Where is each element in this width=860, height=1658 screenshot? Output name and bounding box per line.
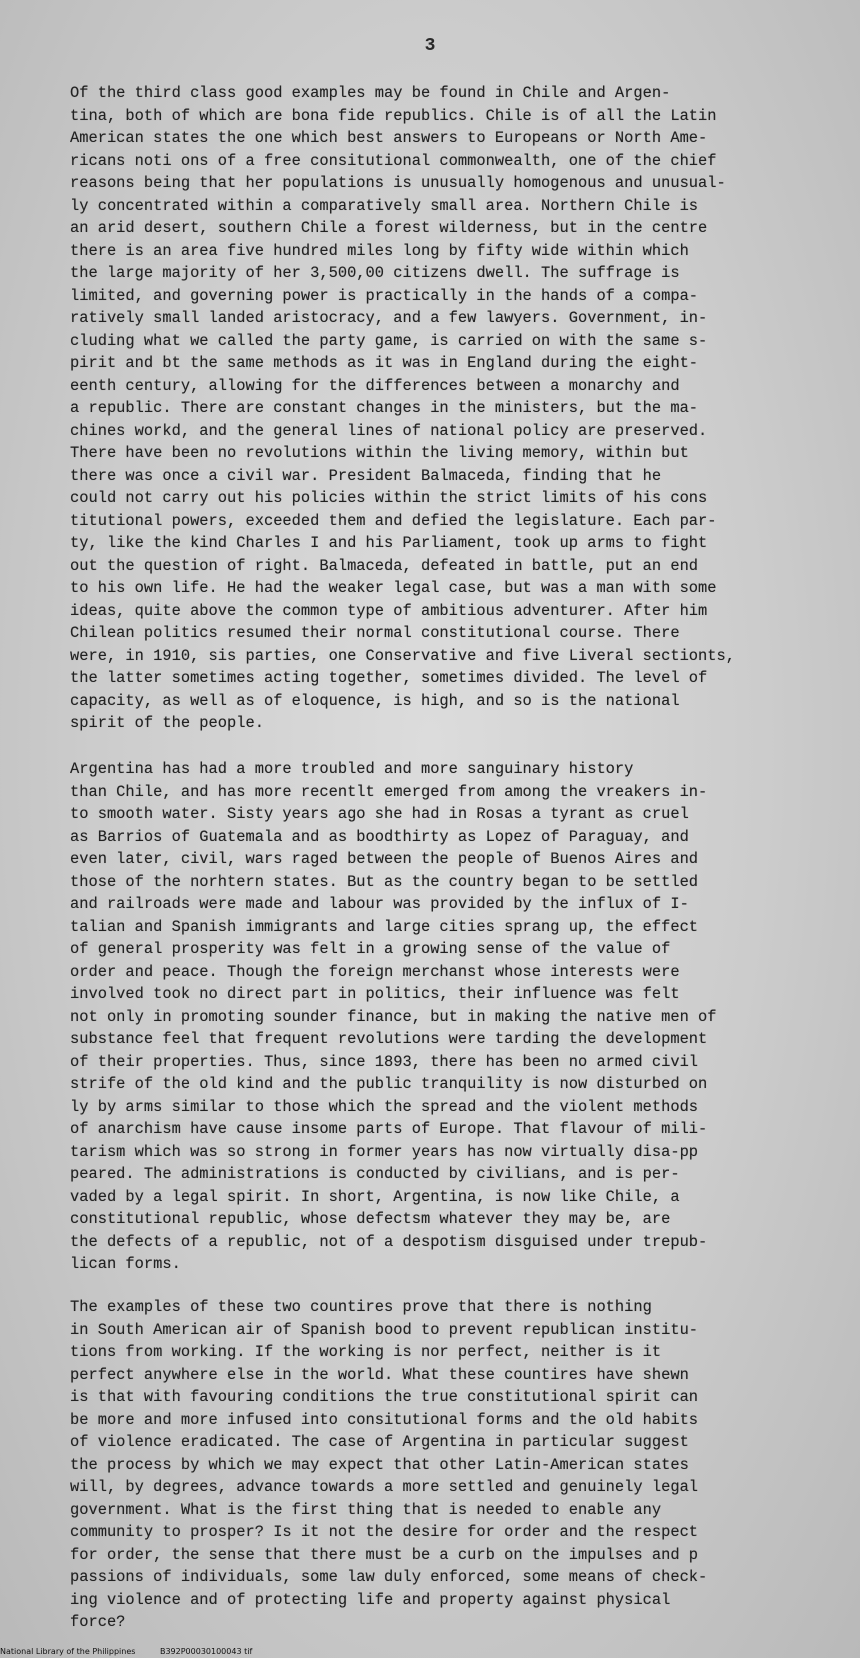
- text-line: Of the third class good examples may be found in Chile and Argen-: [70, 84, 671, 102]
- text-line: be more and more infused into consitutional forms and the old habits: [70, 1410, 699, 1429]
- text-line: tions from working. If the working is nor perfect, neither is it: [70, 1343, 662, 1361]
- text-line: of general prosperity was felt in a growing sense of the value of: [70, 940, 671, 958]
- text-line: perfect anywhere else in the world. What these countires have shewn: [70, 1365, 689, 1384]
- text-line: titutional powers, exceeded them and defied the legislature. Each par-: [70, 511, 717, 530]
- text-line: and railroads were made and labour was provided by the influx of I-: [70, 895, 689, 913]
- text-line: There have been no revolutions within the living memory, within but: [70, 444, 689, 462]
- footer-file: B392P00030100043 tif: [159, 1647, 253, 1656]
- text-line: involved took no direct part in politics, their influence was felt: [70, 985, 680, 1003]
- text-line: substance feel that frequent revolutions were tarding the development: [70, 1030, 708, 1048]
- text-line: vaded by a legal spirit. In short, Argentina, is now like Chile, a: [70, 1187, 680, 1206]
- text-line: The examples of these two countires prove that there is nothing: [70, 1298, 652, 1316]
- text-line: is that with favouring conditions the true constitutional spirit can: [70, 1388, 699, 1406]
- text-line: tarism which was so strong in former years has now virtually disa-pp: [70, 1142, 699, 1161]
- text-line: Chilean politics resumed their normal constitutional course. There: [70, 624, 680, 642]
- text-line: to smooth water. Sisty years ago she had in Rosas a tyrant as cruel: [70, 805, 689, 823]
- text-line: talian and Spanish immigrants and large cities sprang up, the effect: [70, 917, 699, 936]
- text-line: government. What is the first thing that is needed to enable any: [70, 1500, 662, 1519]
- text-line: spirit of the people.: [70, 714, 264, 732]
- text-line: were, in 1910, sis parties, one Conservative and five Liveral sectionts,: [70, 646, 735, 665]
- text-line: could not carry out his policies within the strict limits of his cons: [70, 489, 708, 507]
- text-line: constitutional republic, whose defectsm whatever they may be, are: [70, 1210, 671, 1228]
- text-line: an arid desert, southern Chile a forest wilderness, but in the centre: [70, 219, 708, 237]
- text-line: ideas, quite above the common type of ambitious adventurer. After him: [70, 601, 708, 620]
- text-line: ricans noti ons of a free consitutional commonwealth, one of the chief: [70, 151, 717, 170]
- text-line: cluding what we called the party game, is carried on with the same s-: [70, 331, 708, 350]
- text-line: ly by arms similar to those which the spread and the violent methods: [70, 1097, 699, 1116]
- text-line: reasons being that her populations is unusually homogenous and unusual-: [70, 174, 726, 192]
- text-line: the defects of a republic, not of a despotism disguised under trepub-: [70, 1232, 708, 1251]
- text-line: passions of individuals, some law duly enforced, some means of check-: [70, 1568, 708, 1586]
- text-line: strife of the old kind and the public tranquility is now disturbed on: [70, 1075, 708, 1093]
- text-line: force?: [70, 1613, 126, 1631]
- text-line: even later, civil, wars raged between the people of Buenos Aires and: [70, 850, 699, 868]
- scan-footer: [0, 1647, 274, 1656]
- text-line: there is an area five hundred miles long by fifty wide within which: [70, 241, 689, 260]
- text-line: of their properties. Thus, since 1893, there has been no armed civil: [70, 1052, 699, 1071]
- text-line: a republic. There are constant changes in the ministers, but the ma-: [70, 399, 699, 417]
- text-line: will, by degrees, advance towards a more settled and genuinely legal: [70, 1478, 699, 1496]
- text-line: chines workd, and the general lines of national policy are preserved.: [70, 421, 708, 440]
- paragraph-argentina: [70, 758, 830, 1276]
- paragraph-chile: [70, 82, 830, 735]
- text-line: Argentina has had a more troubled and more sanguinary history: [70, 760, 634, 778]
- text-line: of anarchism have cause insome parts of Europe. That flavour of mili-: [70, 1120, 708, 1138]
- text-line: eenth century, allowing for the differences between a monarchy and: [70, 376, 680, 395]
- text-line: the process by which we may expect that other Latin-American states: [70, 1455, 689, 1474]
- text-line: ing violence and of protecting life and property against physical: [70, 1590, 671, 1609]
- text-line: limited, and governing power is practically in the hands of a compa-: [70, 286, 699, 305]
- text-line: ty, like the kind Charles I and his Parliament, took up arms to fight: [70, 534, 708, 552]
- text-line: community to prosper? Is it not the desire for order and the respect: [70, 1523, 699, 1541]
- text-line: lican forms.: [70, 1255, 181, 1273]
- text-line: than Chile, and has more recentlt emerged from among the vreakers in-: [70, 782, 708, 801]
- text-line: capacity, as well as of eloquence, is high, and so is the national: [70, 691, 680, 710]
- text-line: as Barrios of Guatemala and as boodthirty as Lopez of Paraguay, and: [70, 827, 689, 846]
- text-line: the large majority of her 3,500,00 citizens dwell. The suffrage is: [70, 264, 680, 282]
- text-line: in South American air of Spanish bood to prevent republican institu-: [70, 1320, 699, 1339]
- text-line: order and peace. Though the foreign merchanst whose interests were: [70, 962, 680, 981]
- text-line: not only in promoting sounder finance, but in making the native men of: [70, 1007, 717, 1026]
- text-line: to his own life. He had the weaker legal case, but was a man with some: [70, 579, 717, 597]
- footer-library: National Library of the Philippines: [0, 1647, 136, 1656]
- text-line: the latter sometimes acting together, sometimes divided. The level of: [70, 669, 708, 687]
- text-line: American states the one which best answers to Europeans or North Ame-: [70, 129, 708, 147]
- text-line: ratively small landed aristocracy, and a few lawyers. Government, in-: [70, 309, 708, 327]
- text-line: peared. The administrations is conducted by civilians, and is per-: [70, 1165, 680, 1183]
- text-line: out the question of right. Balmaceda, defeated in battle, put an end: [70, 556, 699, 575]
- text-line: of violence eradicated. The case of Argentina in particular suggest: [70, 1433, 689, 1451]
- paragraph-conclusion: [70, 1296, 830, 1634]
- text-line: pirit and bt the same methods as it was in England during the eight-: [70, 354, 699, 372]
- text-line: ly concentrated within a comparatively small area. Northern Chile is: [70, 196, 699, 215]
- text-line: for order, the sense that there must be a curb on the impulses and p: [70, 1545, 699, 1564]
- text-line: those of the norhtern states. But as the country began to be settled: [70, 872, 699, 891]
- page-number: 3: [424, 36, 436, 56]
- text-line: there was once a civil war. President Balmaceda, finding that he: [70, 466, 662, 485]
- text-line: tina, both of which are bona fide republics. Chile is of all the Latin: [70, 106, 717, 125]
